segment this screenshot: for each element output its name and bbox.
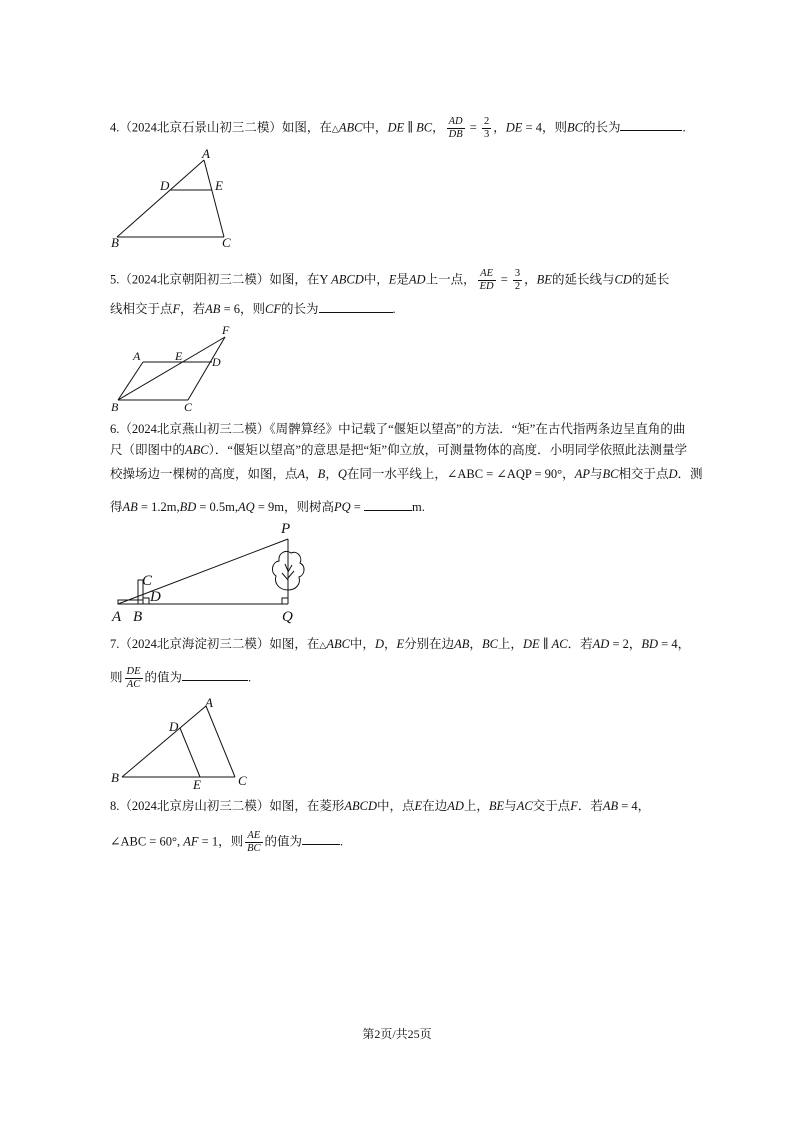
q5-label-a: A	[133, 349, 141, 363]
q4-ratio-fraction: $\frac{AD}{DB}$	[448, 116, 463, 140]
q5-label-b: B	[111, 400, 119, 414]
q7-side-ac	[206, 706, 235, 777]
q8-ratio-fraction: $\frac{AE}{BC}$	[247, 830, 261, 854]
q6-line1: 6.（2024北京燕山初三二模）《周髀算经》中记载了“偃矩以望高”的方法．“矩”在古代指两条边呈直角的曲	[110, 422, 686, 436]
q4-label-c: C	[222, 235, 231, 250]
q4-number: 4.	[110, 120, 120, 135]
q5-line1: 5.（2024北京朝阳初三二模）如图，在Y ABCD中，E是AD上一点， $\frac{AE}{ED}$ = $\frac{3}{2}$ ，BE的延长线与CD的延长	[110, 268, 670, 292]
q7-label-c: C	[238, 773, 247, 788]
q4-figure	[108, 144, 248, 252]
q5-parallelogram-symbol: Y	[319, 272, 332, 287]
q6-answer-blank[interactable]	[364, 498, 412, 511]
q6-label-b: B	[133, 609, 143, 625]
q8-number: 8.	[110, 799, 120, 813]
q5-label-d: D	[212, 355, 221, 369]
q4-label-e: E	[215, 178, 223, 193]
q6-line3: 校操场边一棵树的高度，如图，点A，B，Q在同一水平线上，∠ABC = ∠AQP = 90°，AP与BC相交于点D．测	[110, 467, 703, 481]
q6-line4: 得AB = 1.2m,BD = 0.5m,AQ = 9m，则树高PQ = m.	[110, 500, 425, 514]
q5-label-c: C	[184, 400, 193, 414]
q6-label-q: Q	[282, 609, 293, 625]
q5-label-f: F	[222, 323, 230, 337]
q5-answer-blank[interactable]	[319, 300, 393, 313]
q8-line1: 8.（2024北京房山初三二模）如图，在菱形ABCD中，点E在边AD上，BE与AC交于点F．若AB = 4，	[110, 799, 651, 813]
q6-label-d: D	[150, 589, 161, 605]
q7-number: 7.	[110, 637, 120, 651]
q5-segment-bf	[118, 337, 225, 400]
q4-label-b: B	[111, 235, 119, 250]
q5-line2: 线相交于点F，若AB = 6，则CF的长为 .	[110, 302, 396, 316]
q6-right-angle-q	[282, 598, 288, 604]
q4-answer-blank[interactable]	[620, 118, 682, 131]
q4-label-d: D	[160, 178, 170, 193]
q6-label-c: C	[142, 573, 153, 589]
q4-line1: 4.（2024北京石景山初三二模）如图，在△ABC中，DE ∥ BC， $\frac{AD}{DB}$ = $\frac{2}{3}$ ，DE = 4，则BC的长为 .	[110, 116, 686, 140]
q4-side-ac	[204, 160, 224, 237]
q5-figure	[108, 320, 238, 415]
q5-number: 5.	[110, 272, 120, 287]
q4-side-ab	[117, 160, 204, 237]
page-footer: 第2页/共25页	[362, 1027, 432, 1041]
q4-value-fraction: $\frac{2}{3}$	[483, 116, 490, 140]
q5-value-fraction: $\frac{3}{2}$	[514, 268, 521, 292]
q7-label-d: D	[169, 719, 179, 734]
q7-label-e: E	[193, 777, 201, 792]
q7-line2: 则 $\frac{DE}{AC}$ 的值为 .	[110, 666, 252, 690]
q6-ruler-horizontal	[118, 600, 143, 604]
q6-right-angle-b	[143, 598, 149, 604]
q7-side-ab	[122, 706, 206, 777]
q7-figure	[108, 690, 258, 790]
q4-label-a: A	[202, 146, 210, 161]
q6-figure	[110, 518, 310, 626]
q7-segment-de	[180, 728, 200, 777]
q5-label-e: E	[175, 349, 183, 363]
q8-answer-blank[interactable]	[302, 832, 340, 845]
q6-label-a: A	[112, 609, 122, 625]
q7-ratio-fraction: $\frac{DE}{AC}$	[126, 666, 141, 690]
q6-label-p: P	[281, 521, 291, 537]
q7-label-b: B	[111, 770, 119, 785]
q6-line2: 尺（即图中的ABC）．“偃矩以望高”的意思是把“矩”仰立放，可测量物体的高度．小明同学依照此法测量学	[110, 443, 688, 457]
q8-line2: ∠ABC = 60°, AF = 1，则 $\frac{AE}{BC}$ 的值为 .	[110, 830, 344, 854]
q5-ratio-fraction: $\frac{AE}{ED}$	[479, 268, 494, 292]
q7-label-a: A	[205, 695, 213, 710]
q7-answer-blank[interactable]	[182, 668, 248, 681]
q7-line1: 7.（2024北京海淀初三二模）如图，在△ABC中，D，E分别在边AB，BC上，DE ∥ AC．若AD = 2，BD = 4，	[110, 637, 691, 651]
q5-side-ab	[118, 362, 143, 400]
